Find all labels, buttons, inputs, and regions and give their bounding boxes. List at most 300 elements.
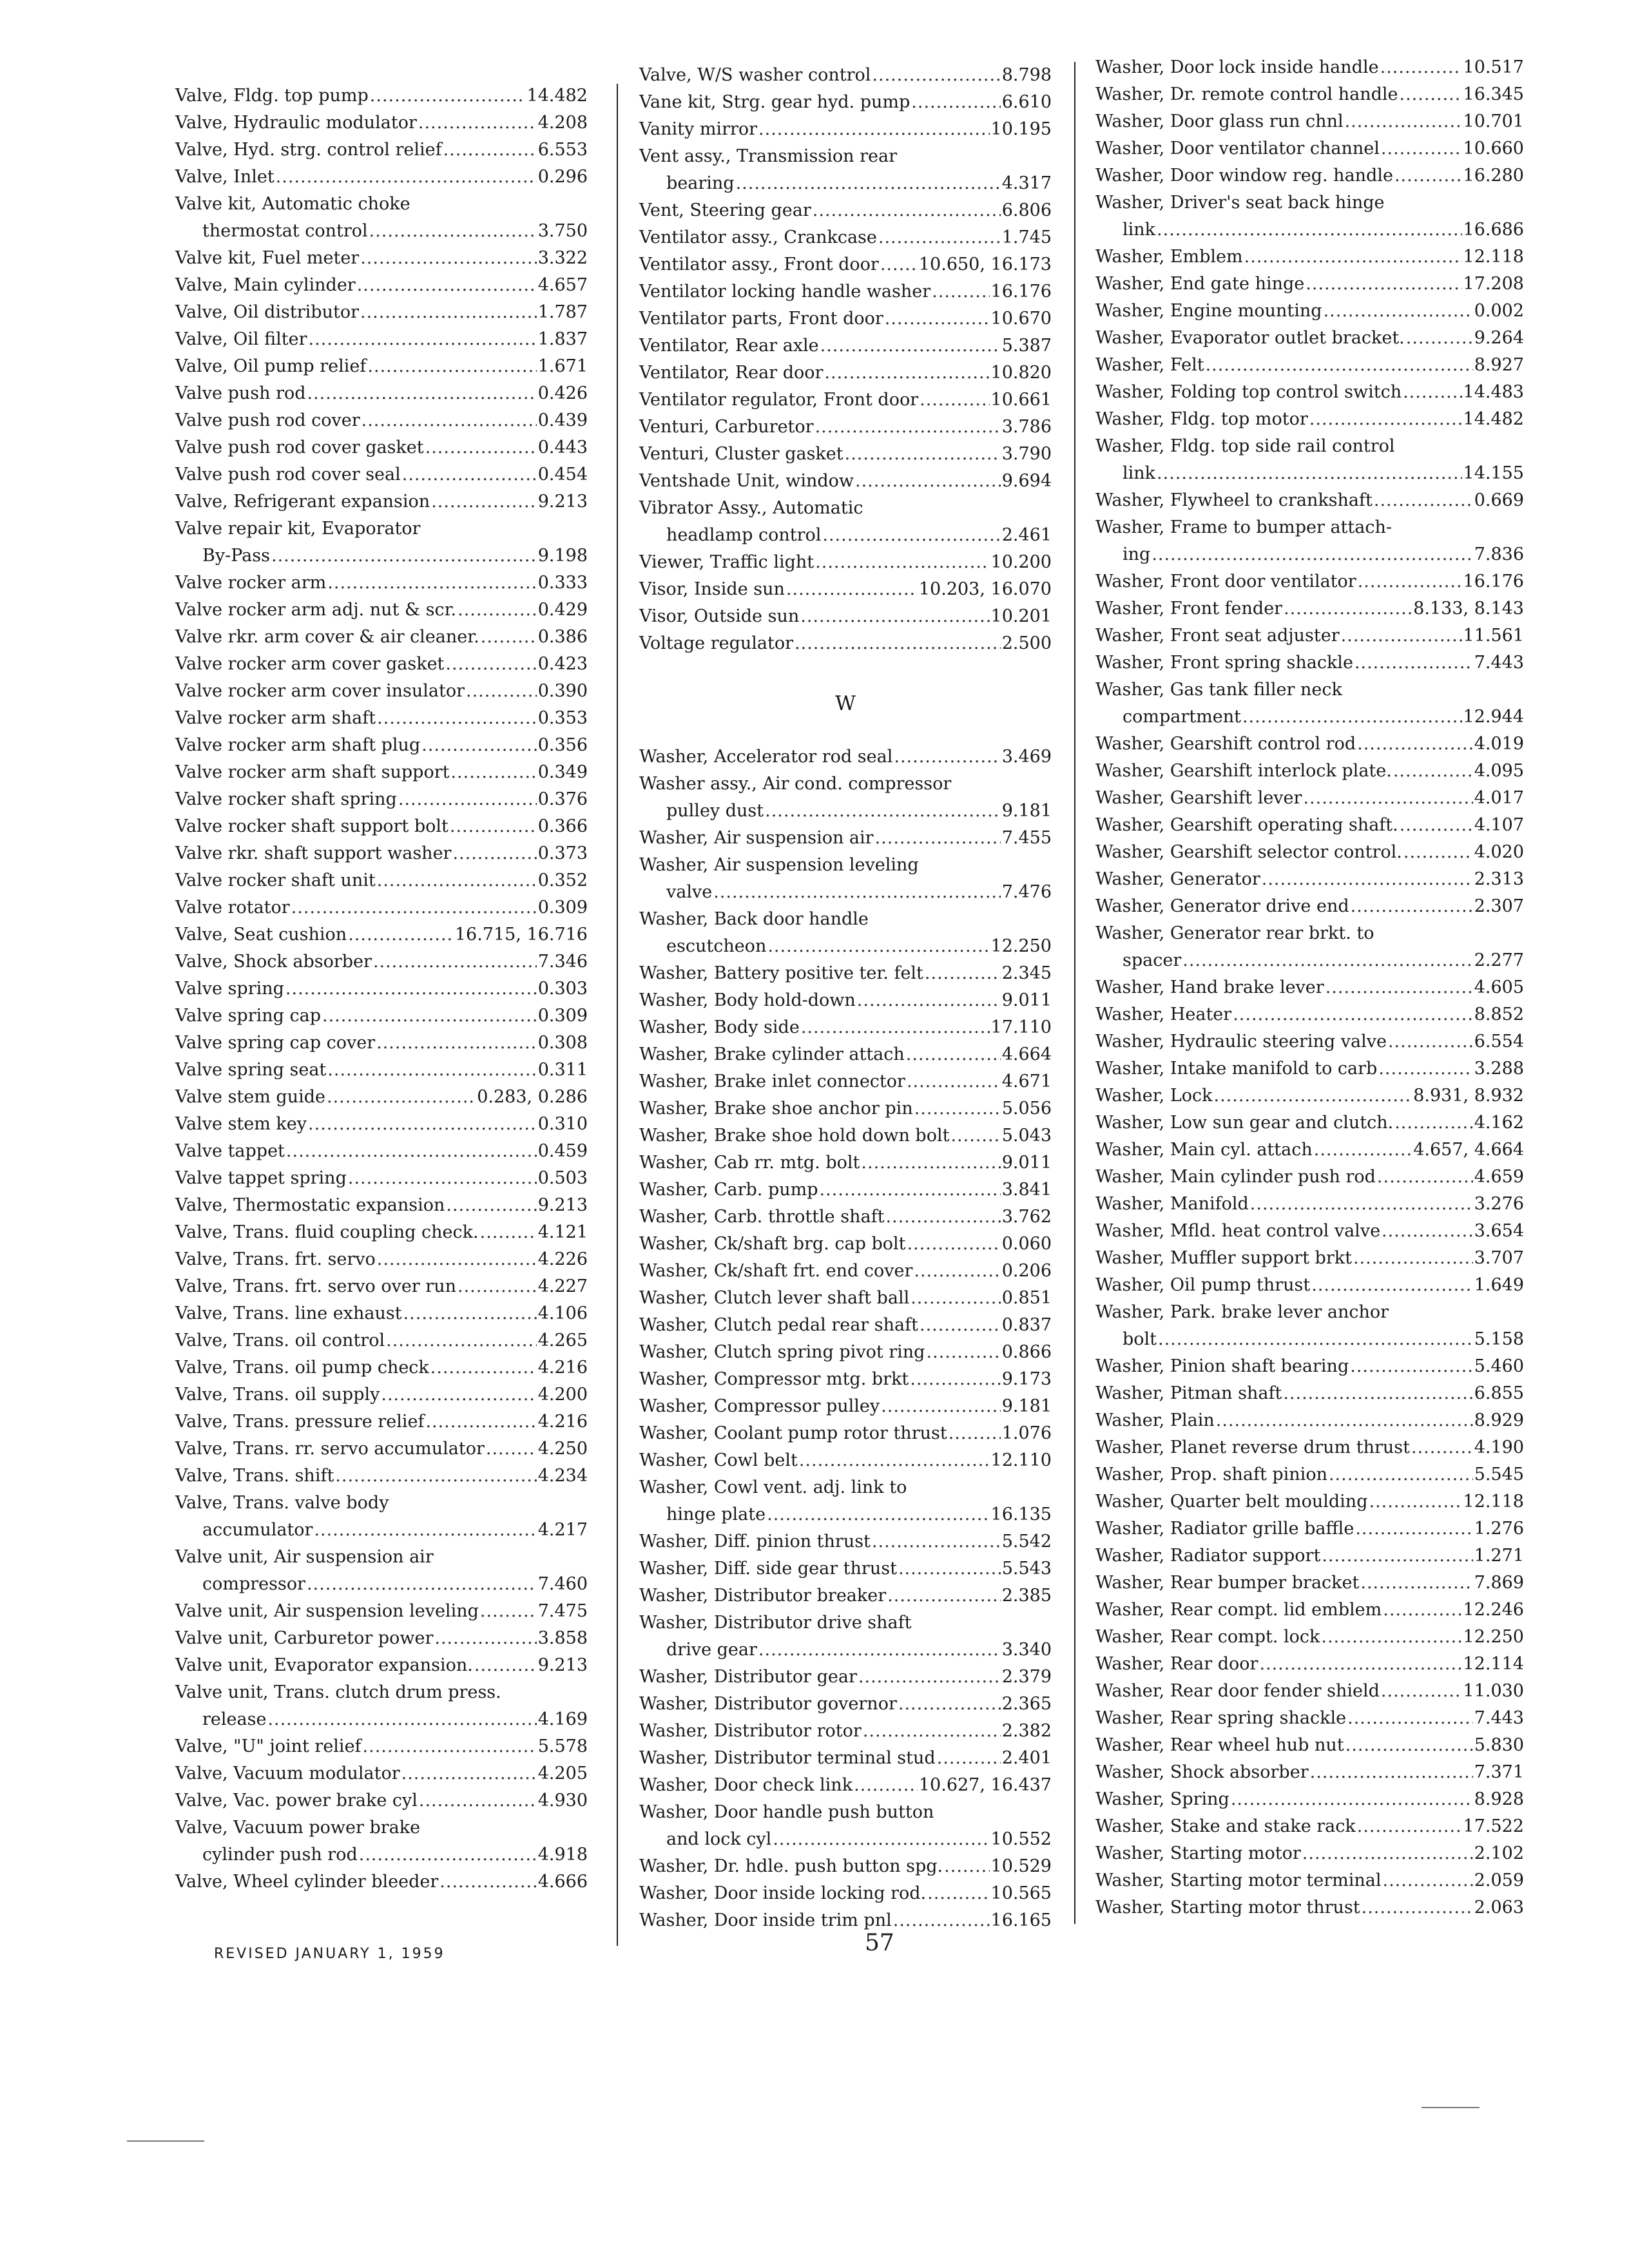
- index-entry: [1095, 514, 1524, 568]
- page-reference: 4.659: [1474, 1167, 1524, 1187]
- page-reference: 4.227: [537, 1276, 588, 1296]
- index-entry: [639, 1907, 1052, 1934]
- index-entry: [1095, 1028, 1524, 1055]
- dot-leader: [1394, 162, 1462, 189]
- index-entry: [1095, 866, 1524, 893]
- column-divider: [617, 84, 618, 1946]
- index-entry: [175, 867, 588, 894]
- index-entry: [175, 1625, 588, 1652]
- page-reference: 2.313: [1474, 869, 1524, 889]
- dot-leader: [348, 1165, 537, 1192]
- dot-leader: [1394, 1110, 1472, 1137]
- index-entry: [175, 1219, 588, 1246]
- index-entry: [1095, 325, 1524, 352]
- entry-name: Washer, Radiator grille baffle: [1095, 1519, 1354, 1539]
- index-entry: [175, 1598, 588, 1625]
- index-entry: [639, 414, 1052, 441]
- dot-leader: [1357, 731, 1473, 758]
- index-entry: [639, 549, 1052, 576]
- page-reference: 3.841: [1001, 1180, 1052, 1200]
- dot-leader: [1347, 1705, 1473, 1732]
- page-reference: 4.657: [537, 275, 588, 295]
- index-entry: [639, 278, 1052, 305]
- entry-name: Venturi, Carburetor: [639, 417, 814, 437]
- page-reference: 10.195: [990, 119, 1052, 139]
- index-entry: [1095, 785, 1524, 812]
- entry-name: Valve tappet: [175, 1141, 285, 1161]
- page-reference: 5.545: [1474, 1465, 1524, 1485]
- dot-leader: [799, 1447, 990, 1474]
- index-entry: [1095, 1461, 1524, 1488]
- entry-name: Washer, Clutch spring pivot ring: [639, 1342, 925, 1362]
- index-entry: [639, 1880, 1052, 1907]
- page-reference: 7.869: [1474, 1573, 1524, 1593]
- dot-leader: [1311, 1272, 1473, 1299]
- page-reference: 0.376: [537, 789, 588, 809]
- entry-name: Washer, Dr. remote control handle: [1095, 84, 1398, 104]
- index-entry: [1095, 893, 1524, 920]
- entry-name: Washer, Door inside trim pnl: [639, 1910, 892, 1930]
- dot-leader: [348, 921, 454, 948]
- dot-leader: [1378, 1055, 1472, 1082]
- page-reference: 16.176: [990, 282, 1052, 302]
- dot-leader: [1259, 1651, 1461, 1678]
- page-reference: 12.114: [1463, 1654, 1524, 1674]
- index-entry: [1095, 677, 1524, 731]
- index-entry: [639, 1366, 1052, 1393]
- entry-name: compartment: [1123, 707, 1241, 727]
- entry-name: By-Pass: [202, 546, 270, 566]
- dot-leader: [1321, 1624, 1461, 1651]
- page-reference: 12.118: [1463, 1492, 1524, 1512]
- entry-name: Valve, Trans. oil supply: [175, 1385, 380, 1405]
- entry-name: thermostat control: [202, 221, 368, 241]
- page-reference: 16.345: [1463, 84, 1524, 104]
- dot-leader: [425, 434, 537, 461]
- index-entry: [175, 1814, 588, 1869]
- dot-leader: [1406, 325, 1473, 352]
- entry-name: Washer, Pinion shaft bearing: [1095, 1356, 1349, 1376]
- dot-leader: [370, 82, 526, 110]
- index-entry: [175, 813, 588, 840]
- page-reference: 9.213: [537, 492, 588, 512]
- entry-name: Washer, Air suspension air: [639, 828, 874, 848]
- entry-name: Ventilator assy., Crankcase: [639, 227, 877, 247]
- page-reference: 1.837: [537, 329, 588, 349]
- entry-name: Washer, Muffler support brkt: [1095, 1248, 1352, 1268]
- page-reference: 4.657, 4.664: [1413, 1140, 1524, 1160]
- page-reference: 14.482: [526, 86, 588, 106]
- index-entry: [1095, 1759, 1524, 1786]
- index-entry: [639, 1582, 1052, 1610]
- entry-name: Washer, Rear bumper bracket: [1095, 1573, 1360, 1593]
- page-reference: 9.213: [537, 1655, 588, 1675]
- entry-name: Washer, Body hold-down: [639, 990, 856, 1010]
- page-reference: 4.216: [537, 1358, 588, 1378]
- index-entry: [1095, 1542, 1524, 1570]
- entry-name: Washer, Gearshift selector control.: [1095, 842, 1402, 862]
- dot-leader: [1403, 839, 1473, 866]
- index-entry: [175, 570, 588, 597]
- entry-name: Washer, Cab rr. mtg. bolt: [639, 1153, 860, 1173]
- page-reference: 10.650, 16.173: [918, 255, 1052, 274]
- dot-leader: [855, 468, 1001, 495]
- index-entry: [639, 143, 1052, 197]
- index-entry: [1095, 622, 1524, 649]
- index-entry: [175, 1869, 588, 1896]
- entry-name: Washer, Clutch pedal rear shaft: [639, 1315, 918, 1335]
- page-reference: 3.276: [1474, 1194, 1524, 1214]
- entry-name: Valve push rod: [175, 383, 306, 403]
- page-reference: 5.387: [1001, 336, 1052, 356]
- dot-leader: [758, 1637, 1001, 1664]
- entry-name: Washer, Rear compt. lid emblem: [1095, 1600, 1382, 1620]
- entry-heading: Vibrator Assy., Automatic: [639, 498, 863, 518]
- index-entry: [1095, 1624, 1524, 1651]
- index-entry: [639, 1691, 1052, 1718]
- index-entry: [175, 164, 588, 191]
- entry-name: Washer, Diff. pinion thrust: [639, 1532, 871, 1552]
- entry-heading: Washer, Park. brake lever anchor: [1095, 1302, 1389, 1322]
- entry-name: accumulator: [202, 1520, 313, 1540]
- page-reference: 0.303: [537, 979, 588, 999]
- index-entry: [175, 678, 588, 705]
- dot-leader: [914, 1095, 1001, 1122]
- page-reference: 0.311: [537, 1060, 588, 1080]
- dot-leader: [377, 705, 537, 732]
- page-reference: 0.439: [537, 410, 588, 430]
- index-entry: [639, 1610, 1052, 1664]
- entry-name: Valve, Oil distributor: [175, 302, 359, 322]
- page-reference: 7.443: [1474, 653, 1524, 673]
- entry-name: Washer, Heater: [1095, 1004, 1232, 1024]
- entry-name: Venturi, Cluster gasket: [639, 444, 843, 464]
- index-entry: [175, 1246, 588, 1273]
- entry-name: Valve, Main cylinder: [175, 275, 356, 295]
- index-entry: [639, 1339, 1052, 1366]
- page-reference: 0.309: [537, 898, 588, 918]
- dot-leader: [1383, 1597, 1461, 1624]
- entry-name: Visor, Outside sun: [639, 606, 800, 626]
- index-entry: [639, 1664, 1052, 1691]
- page-reference: 7.460: [537, 1574, 588, 1594]
- entry-name: Washer, Front fender: [1095, 599, 1283, 619]
- entry-name: Washer, Gearshift operating shaft.: [1095, 815, 1398, 835]
- entry-name: Washer, Low sun gear and clutch.: [1095, 1113, 1394, 1133]
- entry-name: link: [1123, 220, 1156, 240]
- index-entry: [639, 1799, 1052, 1853]
- entry-name: Washer, Distributor breaker: [639, 1586, 887, 1606]
- dot-leader: [801, 1014, 990, 1041]
- dot-leader: [373, 948, 537, 975]
- entry-name: and lock cyl: [666, 1829, 772, 1849]
- page-reference: 10.670: [990, 309, 1052, 329]
- entry-name: Washer, Compressor mtg. brkt: [639, 1369, 909, 1389]
- page-reference: 4.020: [1474, 842, 1524, 862]
- index-entry: [1095, 1407, 1524, 1434]
- entry-name: Washer, Rear spring shackle: [1095, 1708, 1347, 1728]
- entry-heading: Washer, Air suspension leveling: [639, 855, 919, 875]
- page-reference: 5.542: [1001, 1532, 1052, 1552]
- page-reference: 4.217: [537, 1520, 588, 1540]
- entry-name: Washer, Clutch lever shaft ball: [639, 1288, 910, 1308]
- page-reference: 5.830: [1474, 1735, 1524, 1755]
- entry-name: Visor, Inside sun: [639, 579, 785, 599]
- page-reference: 10.627, 16.437: [918, 1775, 1052, 1795]
- index-entry: [1095, 1678, 1524, 1705]
- dot-leader: [445, 651, 536, 678]
- dot-leader: [474, 1652, 537, 1679]
- entry-name: Valve spring cap: [175, 1006, 322, 1026]
- page-reference: 2.401: [1001, 1748, 1052, 1768]
- entry-name: Washer, Compressor pulley: [639, 1396, 880, 1416]
- page-reference: 0.366: [537, 816, 588, 836]
- index-entry: [175, 840, 588, 867]
- page-reference: 9.213: [537, 1195, 588, 1215]
- dot-leader: [1182, 947, 1472, 974]
- page-reference: 1.649: [1474, 1275, 1524, 1295]
- page-reference: 3.750: [537, 221, 588, 241]
- entry-name: Valve tappet spring: [175, 1168, 347, 1188]
- page-reference: 5.460: [1474, 1356, 1524, 1376]
- dot-leader: [1345, 108, 1462, 135]
- column-divider: [1074, 62, 1075, 1924]
- index-entry: [1095, 1353, 1524, 1380]
- index-entry: [1095, 568, 1524, 595]
- dot-leader: [1400, 812, 1473, 839]
- dot-leader: [359, 1841, 537, 1869]
- index-entry: [1095, 758, 1524, 785]
- entry-name: Washer, Rear door fender shield: [1095, 1681, 1380, 1701]
- index-entry: [1095, 1651, 1524, 1678]
- dot-leader: [267, 1706, 536, 1733]
- entry-name: Ventilator assy., Front door: [639, 255, 879, 274]
- dot-leader: [1233, 1001, 1473, 1028]
- page-reference: 9.011: [1001, 990, 1052, 1010]
- dot-leader: [377, 867, 537, 894]
- entry-name: Washer, Diff. side gear thrust: [639, 1559, 897, 1579]
- index-entry: [1095, 1570, 1524, 1597]
- index-entry: [639, 852, 1052, 906]
- page-reference: 4.671: [1001, 1072, 1052, 1091]
- index-entry: [175, 1030, 588, 1057]
- entry-name: Washer, Starting motor: [1095, 1843, 1301, 1863]
- page-reference: 0.459: [537, 1141, 588, 1161]
- index-entry: [639, 360, 1052, 387]
- page-reference: 4.208: [537, 113, 588, 133]
- entry-heading: Washer, Fldg. top side rail control: [1095, 436, 1395, 456]
- dot-leader: [1354, 649, 1473, 677]
- entry-name: Vent, Steering gear: [639, 200, 811, 220]
- dot-leader: [765, 798, 1001, 825]
- page-reference: 3.707: [1474, 1248, 1524, 1268]
- dot-leader: [878, 224, 1001, 251]
- index-entry: [175, 1760, 588, 1787]
- dot-leader: [327, 1084, 476, 1111]
- dot-leader: [1393, 758, 1473, 785]
- dot-leader: [1283, 1380, 1472, 1407]
- dot-leader: [773, 1826, 989, 1853]
- page-reference: 3.858: [537, 1628, 588, 1648]
- entry-name: Valve, Hydraulic modulator: [175, 113, 417, 133]
- page-reference: 4.918: [537, 1845, 588, 1865]
- dot-leader: [937, 1745, 1001, 1772]
- dot-leader: [402, 461, 537, 488]
- index-entry: [175, 1408, 588, 1436]
- dot-leader: [357, 272, 537, 299]
- entry-name: escutcheon: [666, 936, 767, 956]
- entry-heading: Washer, Gas tank filler neck: [1095, 680, 1342, 700]
- entry-name: Ventilator, Rear axle: [639, 336, 819, 356]
- entry-name: hinge plate: [666, 1504, 766, 1524]
- index-entry: [639, 1231, 1052, 1258]
- dot-leader: [1302, 1840, 1473, 1867]
- index-entry: [639, 1718, 1052, 1745]
- index-entry: [639, 1149, 1052, 1177]
- entry-heading: Washer, Distributor drive shaft: [639, 1613, 912, 1633]
- page-reference: 10.517: [1463, 57, 1524, 77]
- entry-name: compressor: [202, 1574, 306, 1594]
- page-reference: 9.181: [1001, 1396, 1052, 1416]
- page-reference: 10.660: [1463, 139, 1524, 159]
- index-entry: [1095, 649, 1524, 677]
- v-entries-continued: [639, 62, 1052, 657]
- dot-leader: [322, 1003, 537, 1030]
- entry-name: Valve, Trans. oil pump check: [175, 1358, 429, 1378]
- index-entry: [1095, 1191, 1524, 1218]
- index-entry: [1095, 1488, 1524, 1515]
- index-entry: [175, 515, 588, 570]
- entry-name: Washer, End gate hinge: [1095, 274, 1305, 294]
- page-reference: 8.931, 8.932: [1413, 1086, 1524, 1106]
- page-reference: 16.686: [1463, 220, 1524, 240]
- dot-leader: [1325, 974, 1473, 1001]
- entry-name: Valve rocker arm cover insulator: [175, 681, 465, 701]
- page-reference: 0.851: [1001, 1288, 1052, 1308]
- page-reference: 4.107: [1474, 815, 1524, 835]
- index-entry: [1095, 487, 1524, 514]
- index-entry: [175, 705, 588, 732]
- dot-leader: [932, 278, 989, 305]
- index-entry: [639, 441, 1052, 468]
- entry-name: Valve, Oil filter: [175, 329, 307, 349]
- page-reference: 1.671: [537, 356, 588, 376]
- index-entry: [1095, 1705, 1524, 1732]
- entry-name: Valve stem key: [175, 1114, 307, 1134]
- dot-leader: [1216, 1407, 1473, 1434]
- page-reference: 0.386: [537, 627, 588, 647]
- entry-name: Vane kit, Strg. gear hyd. pump: [639, 92, 911, 112]
- dot-leader: [1324, 298, 1473, 325]
- page-reference: 9.173: [1001, 1369, 1052, 1389]
- entry-name: Washer, Manifold: [1095, 1194, 1249, 1214]
- entry-name: Valve, Seat cushion: [175, 925, 347, 945]
- index-column-2: [639, 62, 1052, 1934]
- entry-name: bolt: [1123, 1329, 1157, 1349]
- page-reference: 4.250: [537, 1439, 588, 1459]
- dot-leader: [1380, 54, 1462, 81]
- index-entry: [639, 603, 1052, 630]
- entry-heading: Valve repair kit, Evaporator: [175, 519, 421, 539]
- index-entry: [639, 387, 1052, 414]
- dot-leader: [920, 387, 989, 414]
- page-reference: 10.565: [990, 1883, 1052, 1903]
- scan-mark: [127, 2140, 204, 2142]
- index-entry: [639, 1474, 1052, 1528]
- page-reference: 4.317: [1001, 173, 1052, 193]
- dot-leader: [360, 245, 536, 272]
- index-entry: [639, 1041, 1052, 1068]
- dot-leader: [486, 1436, 537, 1463]
- entry-name: Washer, Rear compt. lock: [1095, 1627, 1320, 1647]
- page-reference: 5.578: [537, 1736, 588, 1756]
- dot-leader: [767, 933, 989, 960]
- index-entry: [175, 1084, 588, 1111]
- index-column-3: [1095, 54, 1524, 1921]
- index-entry: [1095, 1082, 1524, 1110]
- index-entry: [1095, 1272, 1524, 1299]
- dot-leader: [1206, 352, 1473, 379]
- entry-name: Washer, Planet reverse drum thrust: [1095, 1437, 1410, 1457]
- page-reference: 3.654: [1474, 1221, 1524, 1241]
- page-reference: 0.060: [1001, 1234, 1052, 1254]
- dot-leader: [276, 164, 537, 191]
- entry-name: Valve, W/S washer control: [639, 65, 871, 85]
- entry-name: Washer, Hydraulic steering valve: [1095, 1032, 1387, 1052]
- entry-name: Valve kit, Fuel meter: [175, 248, 360, 268]
- page-reference: 11.030: [1463, 1681, 1524, 1701]
- page-reference: 4.664: [1001, 1044, 1052, 1064]
- entry-heading: Valve unit, Air suspension air: [175, 1547, 434, 1567]
- page-reference: 1.745: [1001, 227, 1052, 247]
- dot-leader: [1303, 785, 1472, 812]
- dot-leader: [1345, 1732, 1473, 1759]
- index-entry: [639, 224, 1052, 251]
- entry-name: Valve, Fldg. top pump: [175, 86, 369, 106]
- index-entry: [175, 191, 588, 245]
- entry-name: Washer, Emblem: [1095, 247, 1243, 267]
- index-entry: [639, 1068, 1052, 1095]
- page-reference: 10.701: [1463, 111, 1524, 131]
- entry-name: Valve stem guide: [175, 1087, 326, 1107]
- dot-leader: [880, 251, 918, 278]
- page-reference: 12.944: [1463, 707, 1524, 727]
- page-reference: 2.461: [1001, 525, 1052, 545]
- index-entry: [175, 1138, 588, 1165]
- page-reference: 1.076: [1001, 1423, 1052, 1443]
- entry-name: Washer, Door window reg. handle: [1095, 166, 1393, 186]
- page-reference: 1.271: [1474, 1546, 1524, 1566]
- dot-leader: [875, 825, 1001, 852]
- dot-leader: [820, 1177, 1001, 1204]
- entry-name: Valve rocker arm shaft: [175, 708, 376, 728]
- index-entry: [639, 89, 1052, 116]
- dot-leader: [443, 137, 537, 164]
- dot-leader: [285, 975, 537, 1003]
- index-entry: [175, 975, 588, 1003]
- dot-leader: [1353, 1245, 1473, 1272]
- index-entry: [1095, 433, 1524, 487]
- index-entry: [1095, 1299, 1524, 1353]
- dot-leader: [327, 1057, 536, 1084]
- index-entry: [1095, 839, 1524, 866]
- entry-name: Ventilator regulator, Front door: [639, 390, 919, 410]
- entry-name: Washer, Main cylinder push rod: [1095, 1167, 1376, 1187]
- page-reference: 2.382: [1001, 1721, 1052, 1741]
- index-entry: [175, 137, 588, 164]
- page-reference: 17.110: [990, 1017, 1052, 1037]
- dot-leader: [944, 1853, 989, 1880]
